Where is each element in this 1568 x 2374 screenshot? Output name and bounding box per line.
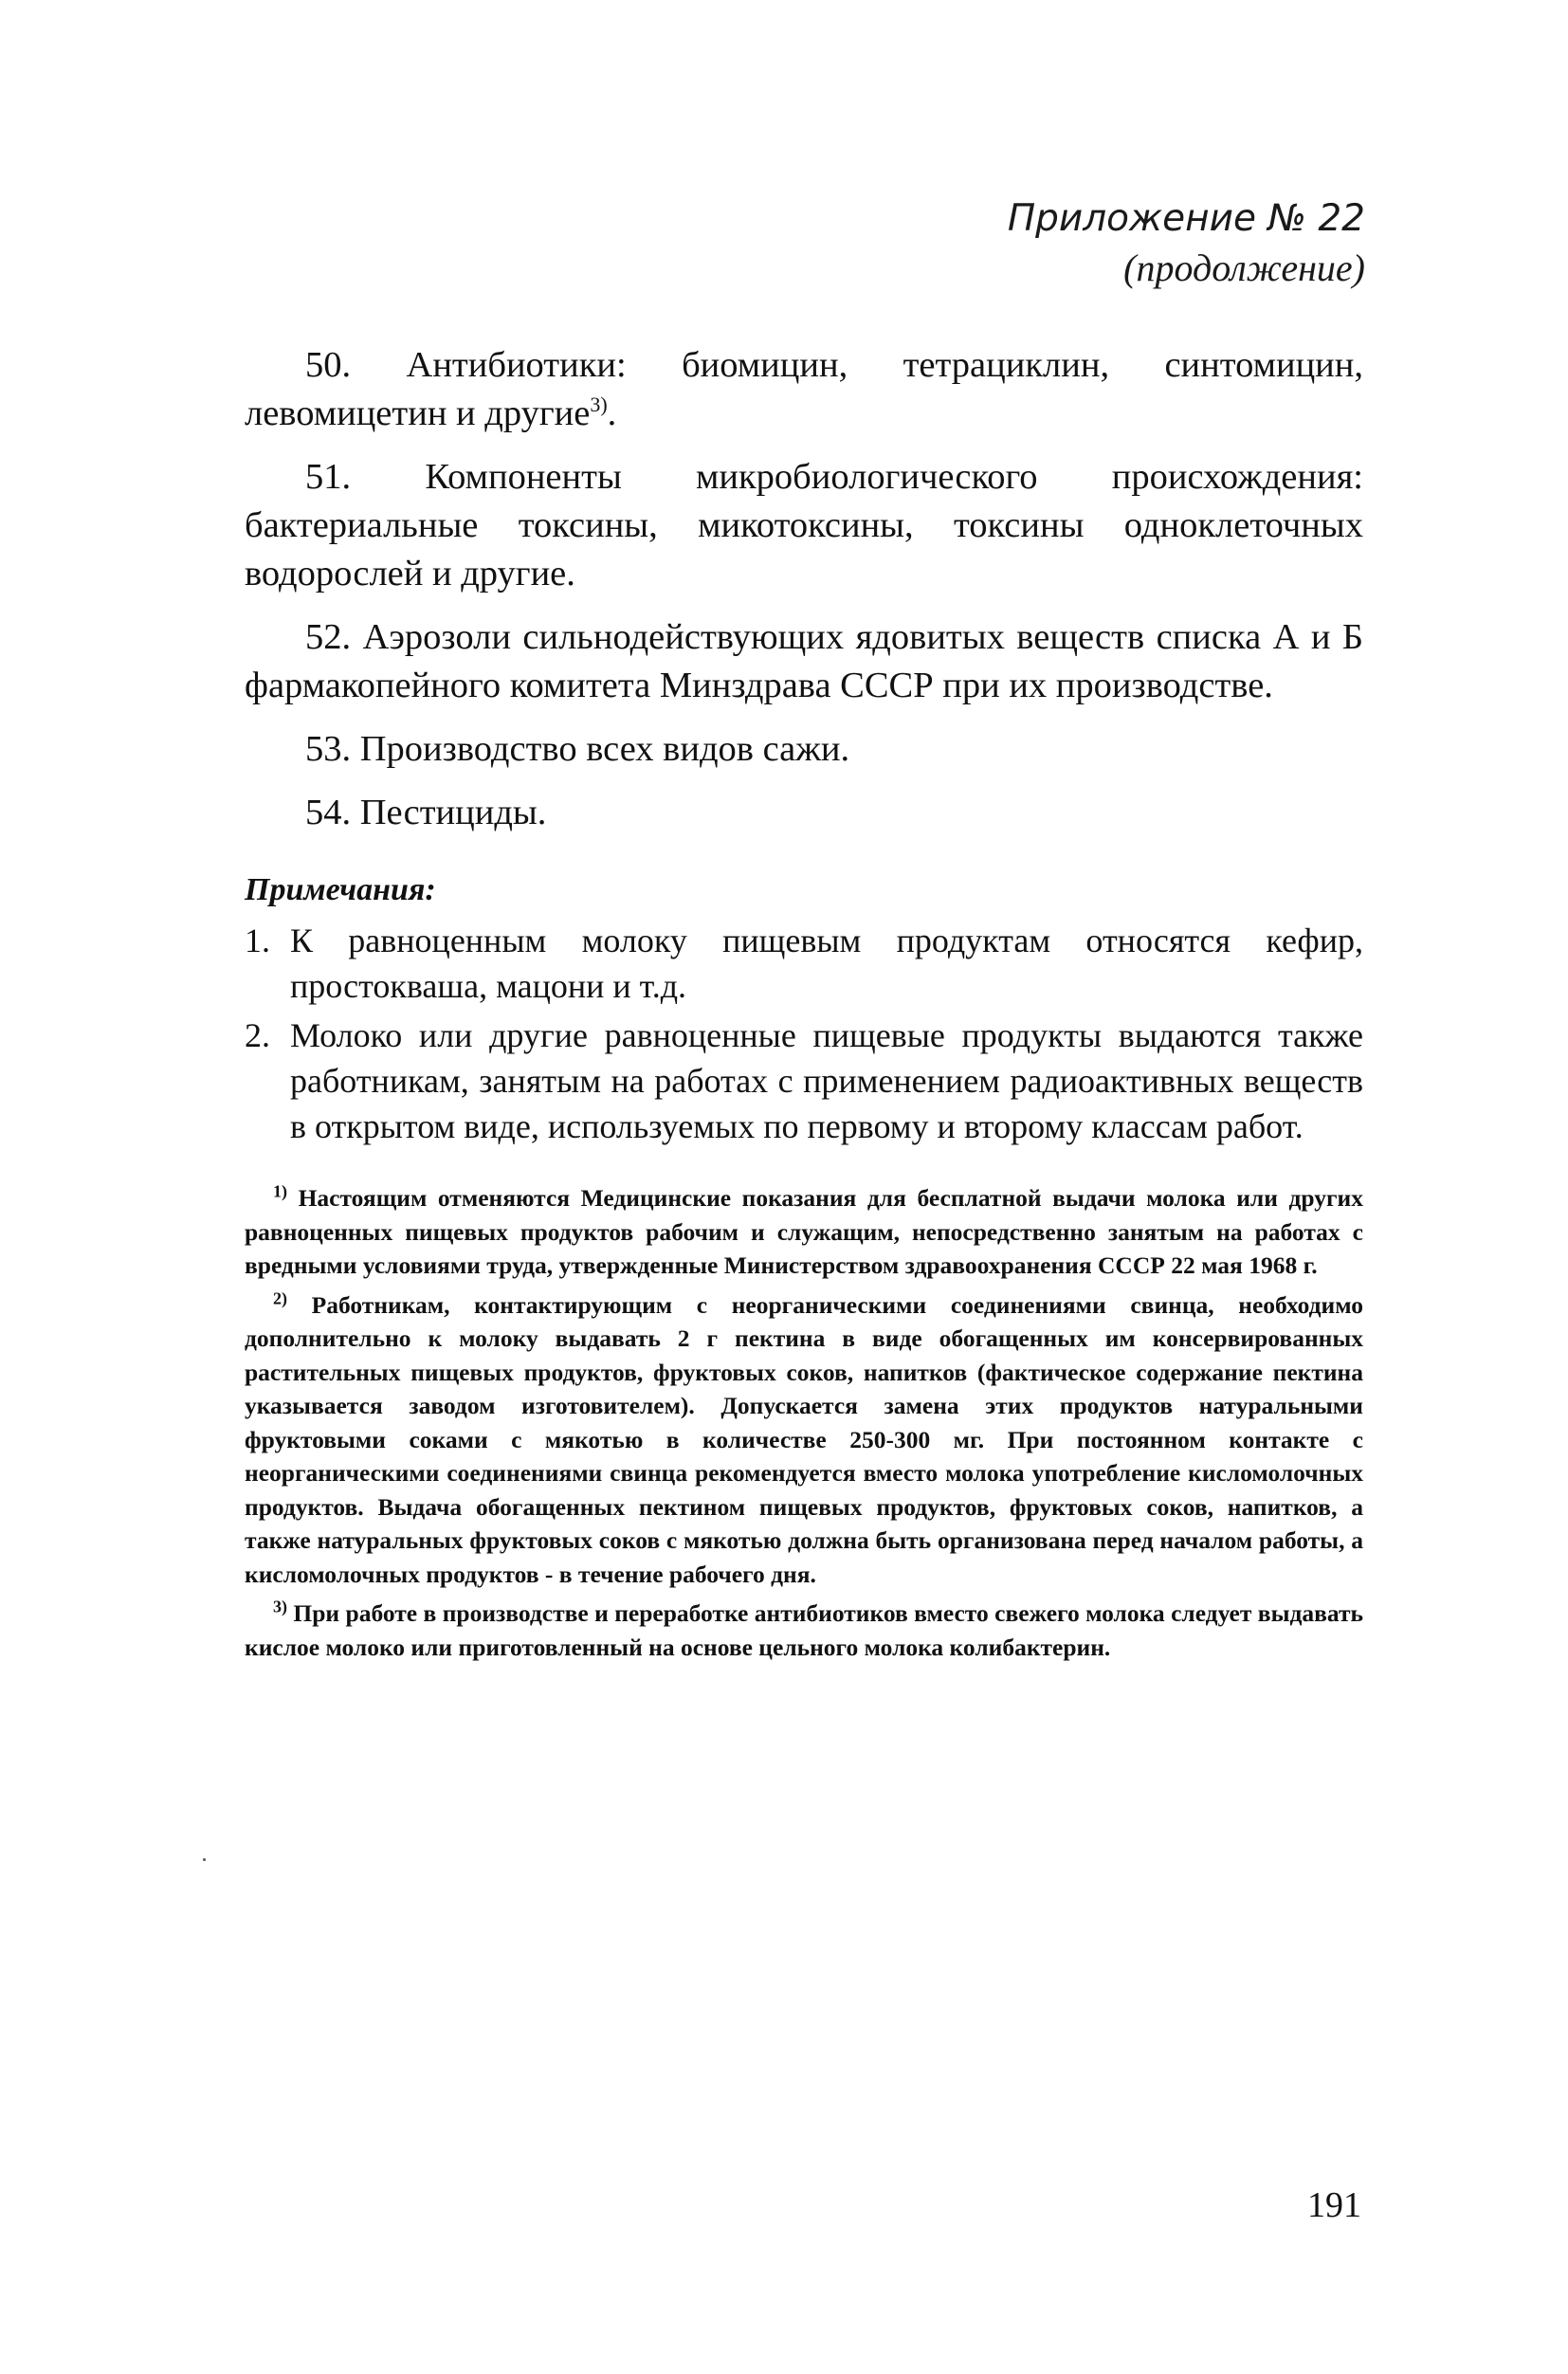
- footnote: [245, 1288, 1363, 1592]
- note-number: 2.: [245, 1016, 270, 1054]
- footnote-text: При работе в производстве и переработке антибиотиков вместо свежего молока следует выдавать кислое молоко или приготовленный на основе цельного молока колибактерин.: [245, 1599, 1363, 1661]
- note-item: [245, 918, 1363, 1009]
- list-item: [245, 725, 1363, 774]
- list-item: [245, 613, 1363, 710]
- appendix-title: Приложение № 22: [1007, 197, 1365, 240]
- item-text: Аэрозоли сильнодействующих ядовитых веществ списка А и Б фармакопейного комитета Минздрава СССР при их производстве.: [245, 617, 1364, 705]
- footnote-mark: 1): [273, 1181, 287, 1201]
- note-text: Молоко или другие равноценные пищевые продукты выдаются также работникам, занятым на работах с применением радиоактивных веществ в открытом виде, используемых по первому и второму классам работ.: [290, 1016, 1363, 1145]
- footnote-text: Настоящим отменяются Медицинские показания для бесплатной выдачи молока или других равноценных пищевых продуктов рабочим и служащим, непосредственно занятым на работах с вредными условиями труда, утвержденные Министерством здравоохранения СССР 22 мая 1968 г.: [245, 1184, 1363, 1279]
- list-item: [245, 453, 1363, 598]
- scan-speck: [203, 1858, 206, 1861]
- item-tail: .: [607, 393, 617, 433]
- footnotes: [245, 1181, 1363, 1664]
- item-number: 52.: [305, 617, 352, 657]
- note-number: 1.: [245, 922, 270, 959]
- item-number: 51.: [305, 457, 352, 497]
- list-item: [245, 341, 1363, 438]
- item-number: 53.: [305, 729, 352, 769]
- footnote: [245, 1181, 1363, 1283]
- main-text: [245, 341, 1363, 1670]
- item-text: Производство всех видов сажи.: [359, 729, 850, 769]
- note-item: [245, 1013, 1363, 1149]
- item-text: Пестициды.: [359, 793, 547, 832]
- footnote: [245, 1597, 1363, 1664]
- appendix-subtitle: (продолжение): [1123, 247, 1365, 289]
- item-text: Компоненты микробиологического происхождения: бактериальные токсины, микотоксины, токсины одноклеточных водорослей и другие.: [245, 457, 1364, 594]
- appendix-header: [1008, 194, 1365, 293]
- item-number: 54.: [305, 793, 352, 832]
- notes-heading: Примечания:: [245, 872, 436, 907]
- footnote-mark: 3): [273, 1597, 287, 1616]
- note-text: К равноценным молоку пищевым продуктам относятся кефир, простокваша, мацони и т.д.: [290, 922, 1363, 1005]
- footnote-ref: 3): [590, 393, 608, 417]
- item-number: 50.: [305, 345, 352, 385]
- item-text: Антибиотики: биомицин, тетрациклин, синтомицин, левомицетин и другие: [245, 345, 1364, 433]
- footnote-mark: 2): [273, 1288, 287, 1307]
- footnote-text: Работникам, контактирующим с неорганическими соединениями свинца, необходимо дополнительно к молоку выдавать 2 г пектина в виде обогащенных им консервированных растительных пищевых продуктов, фруктовых соков, напитков (фактическое содержание пектина указывается заводом изготовителем). Допускается замена этих продуктов натуральными фруктовыми соками с мякотью в количестве 250-300 мг. При постоянном контакте с неорганическими соединениями свинца рекомендуется вместо молока употребление кисломолочных продуктов. Выдача обогащенных пектином пищевых продуктов, фруктовых соков, напитков, а также натуральных фруктовых соков с мякотью должна быть организована перед началом работы, а кисломолочных продуктов - в течение рабочего дня.: [245, 1290, 1364, 1588]
- list-item: [245, 789, 1363, 837]
- page-number: 191: [1307, 2185, 1361, 2225]
